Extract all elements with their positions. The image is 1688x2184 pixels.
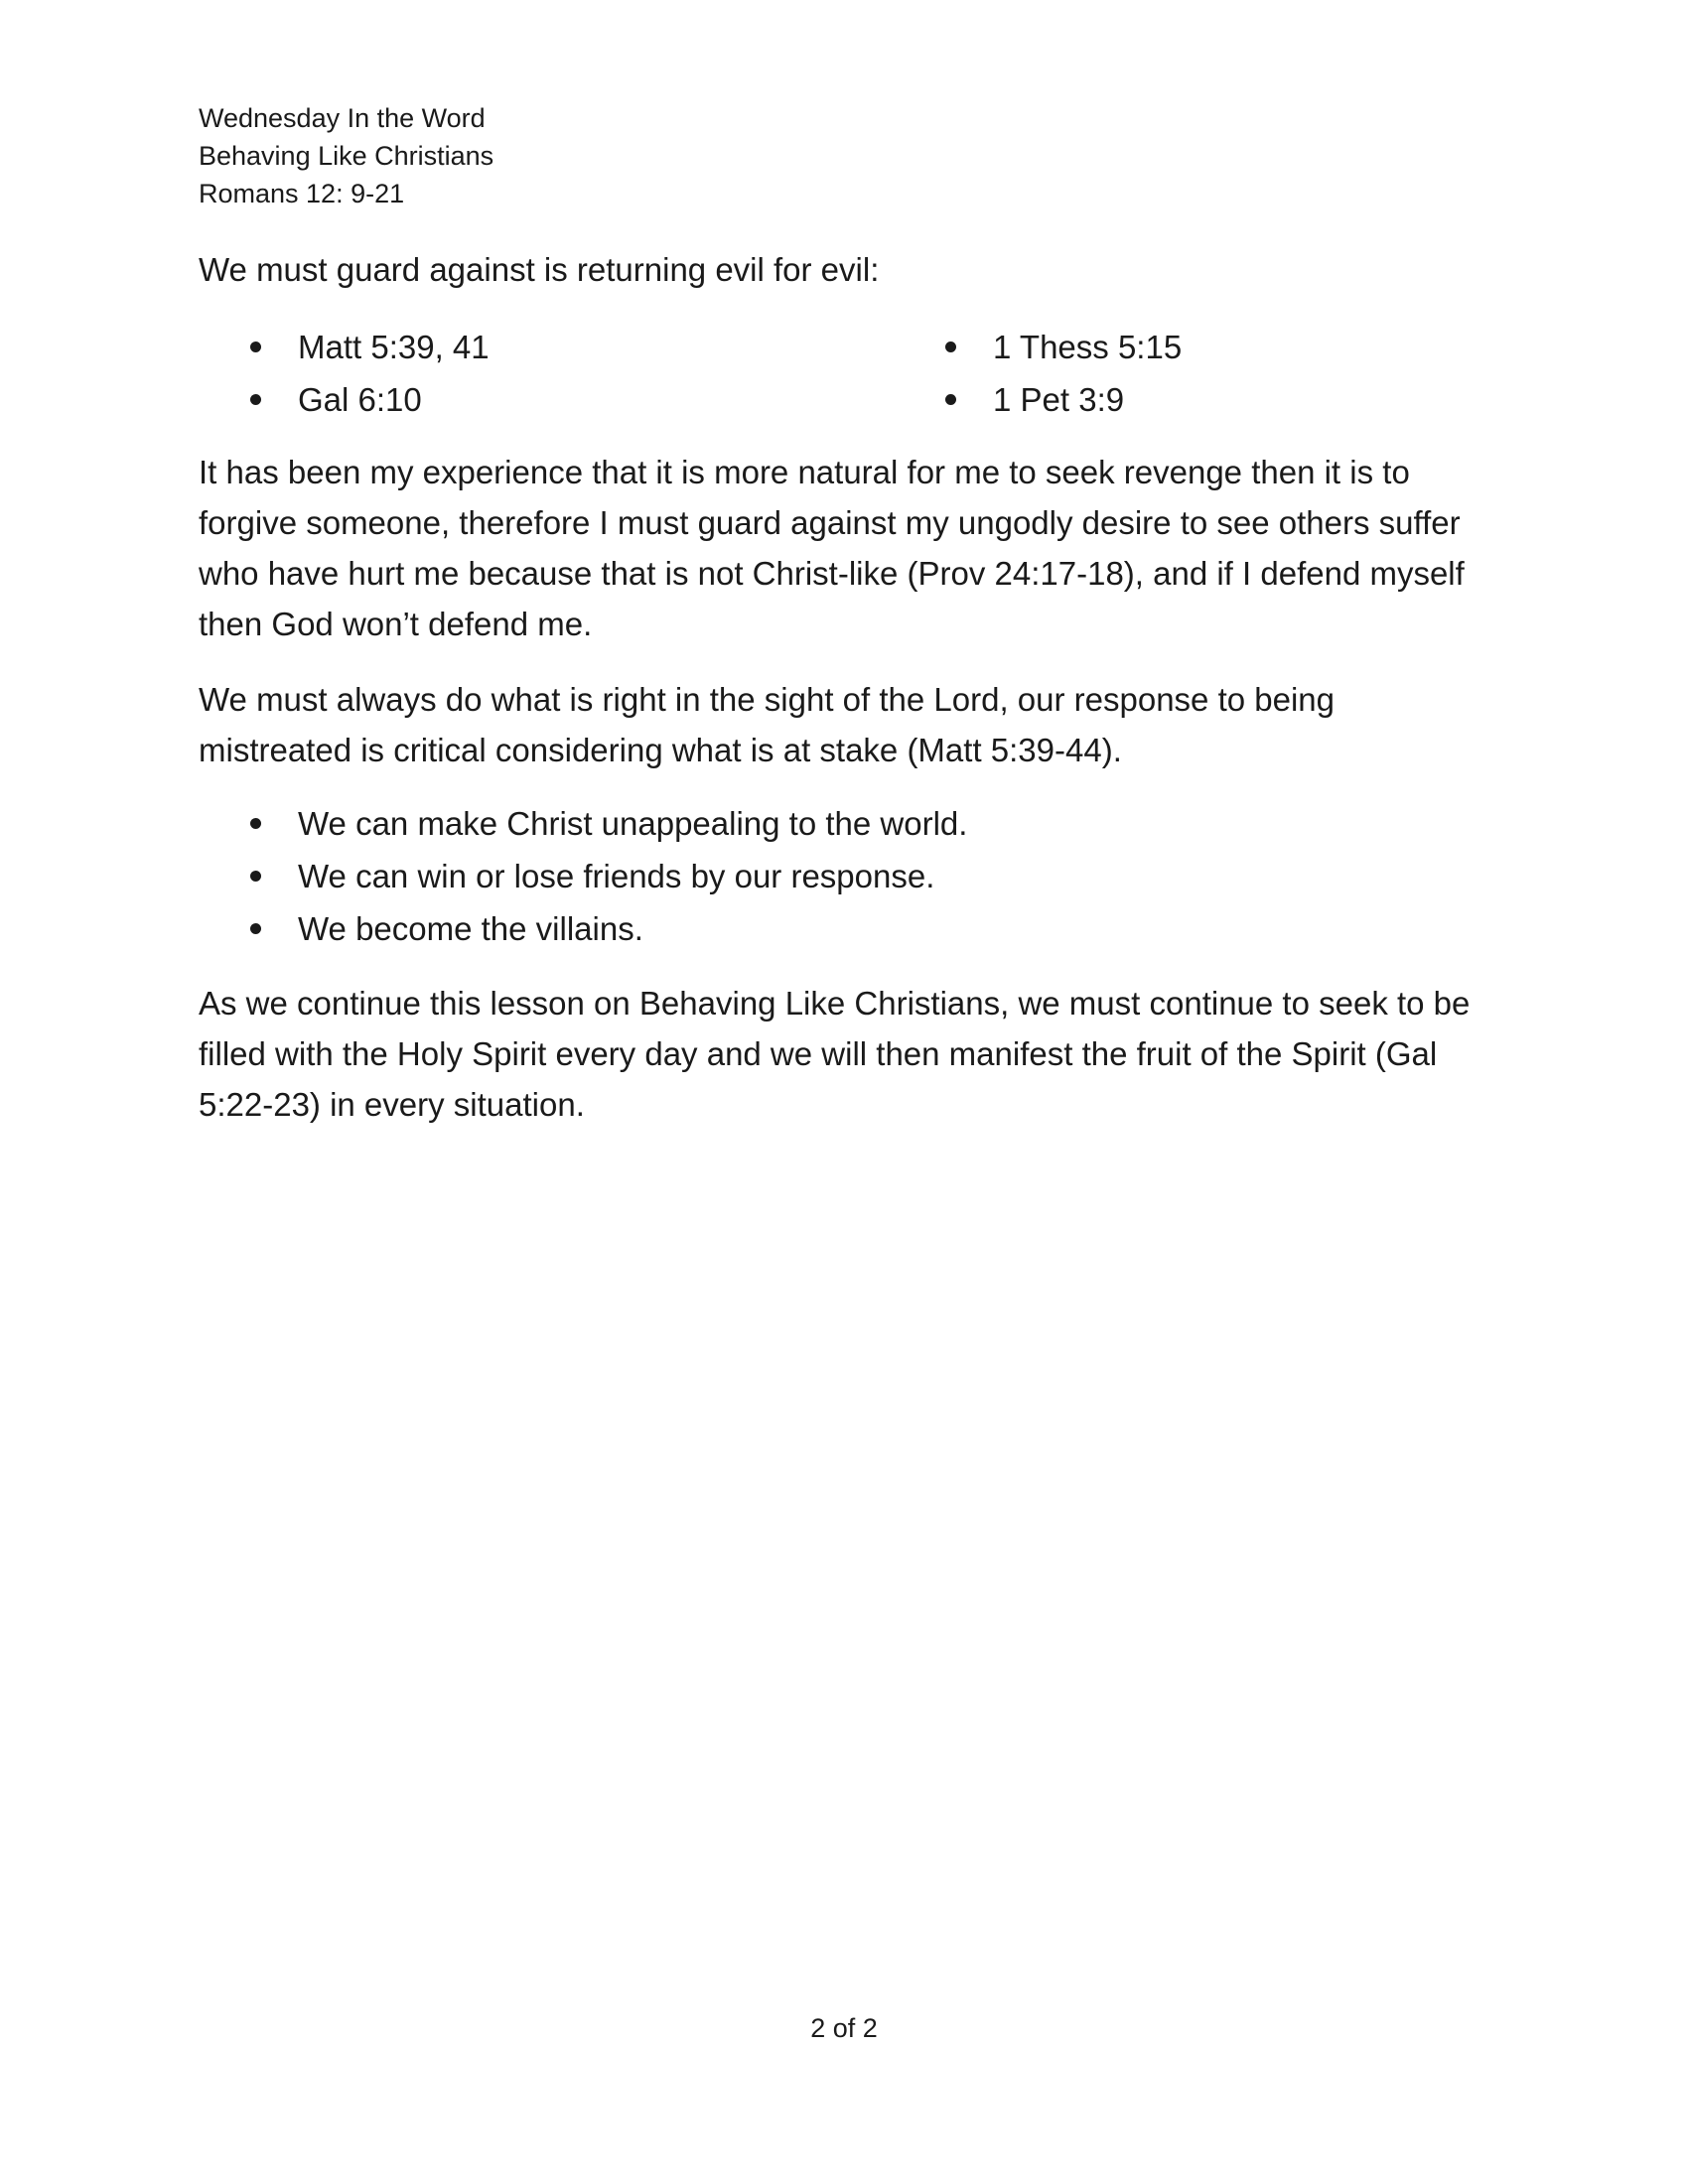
list-item: We become the villains.	[199, 902, 967, 955]
bullet-icon	[250, 394, 261, 405]
list-item: 1 Pet 3:9	[894, 373, 1182, 426]
list-item: We can win or lose friends by our response.	[199, 850, 967, 902]
page-number: 2 of 2	[810, 2013, 878, 2043]
list-item: 1 Thess 5:15	[894, 321, 1182, 373]
lesson-title: Behaving Like Christians	[199, 141, 494, 171]
consequences-list	[199, 797, 967, 955]
experience-paragraph: It has been my experience that it is more natural for me to seek revenge then it is to forgive someone, therefore I must guard against my ungodly desire to see others suffer who have hurt me because that is not Christ-like (Prov 24:17-18), and if I defend myself then God won’t defend me.	[199, 454, 1465, 642]
list-item: Matt 5:39, 41	[199, 321, 490, 373]
document-page	[199, 0, 1489, 2184]
bullet-icon	[250, 923, 261, 934]
series-title: Wednesday In the Word	[199, 103, 486, 133]
scripture-reference: Romans 12: 9-21	[199, 179, 405, 208]
closing-paragraph: As we continue this lesson on Behaving Like Christians, we must continue to seek to be filled with the Holy Spirit every day and we will then manifest the fruit of the Spirit (Gal 5:22-23) in every situation.	[199, 985, 1471, 1123]
bullet-icon	[250, 871, 261, 882]
bullet-icon	[250, 341, 261, 352]
bullet-icon	[945, 394, 956, 405]
references-list-right	[894, 321, 1182, 426]
list-item: Gal 6:10	[199, 373, 490, 426]
bullet-icon	[945, 341, 956, 352]
intro-paragraph: We must guard against is returning evil for evil:	[199, 251, 880, 288]
document-header	[199, 99, 493, 212]
response-paragraph: We must always do what is right in the sight of the Lord, our response to being mistreated is critical considering what is at stake (Matt 5:39-44).	[199, 681, 1336, 768]
bullet-icon	[250, 818, 261, 829]
references-list-left	[199, 321, 490, 426]
list-item: We can make Christ unappealing to the world.	[199, 797, 967, 850]
